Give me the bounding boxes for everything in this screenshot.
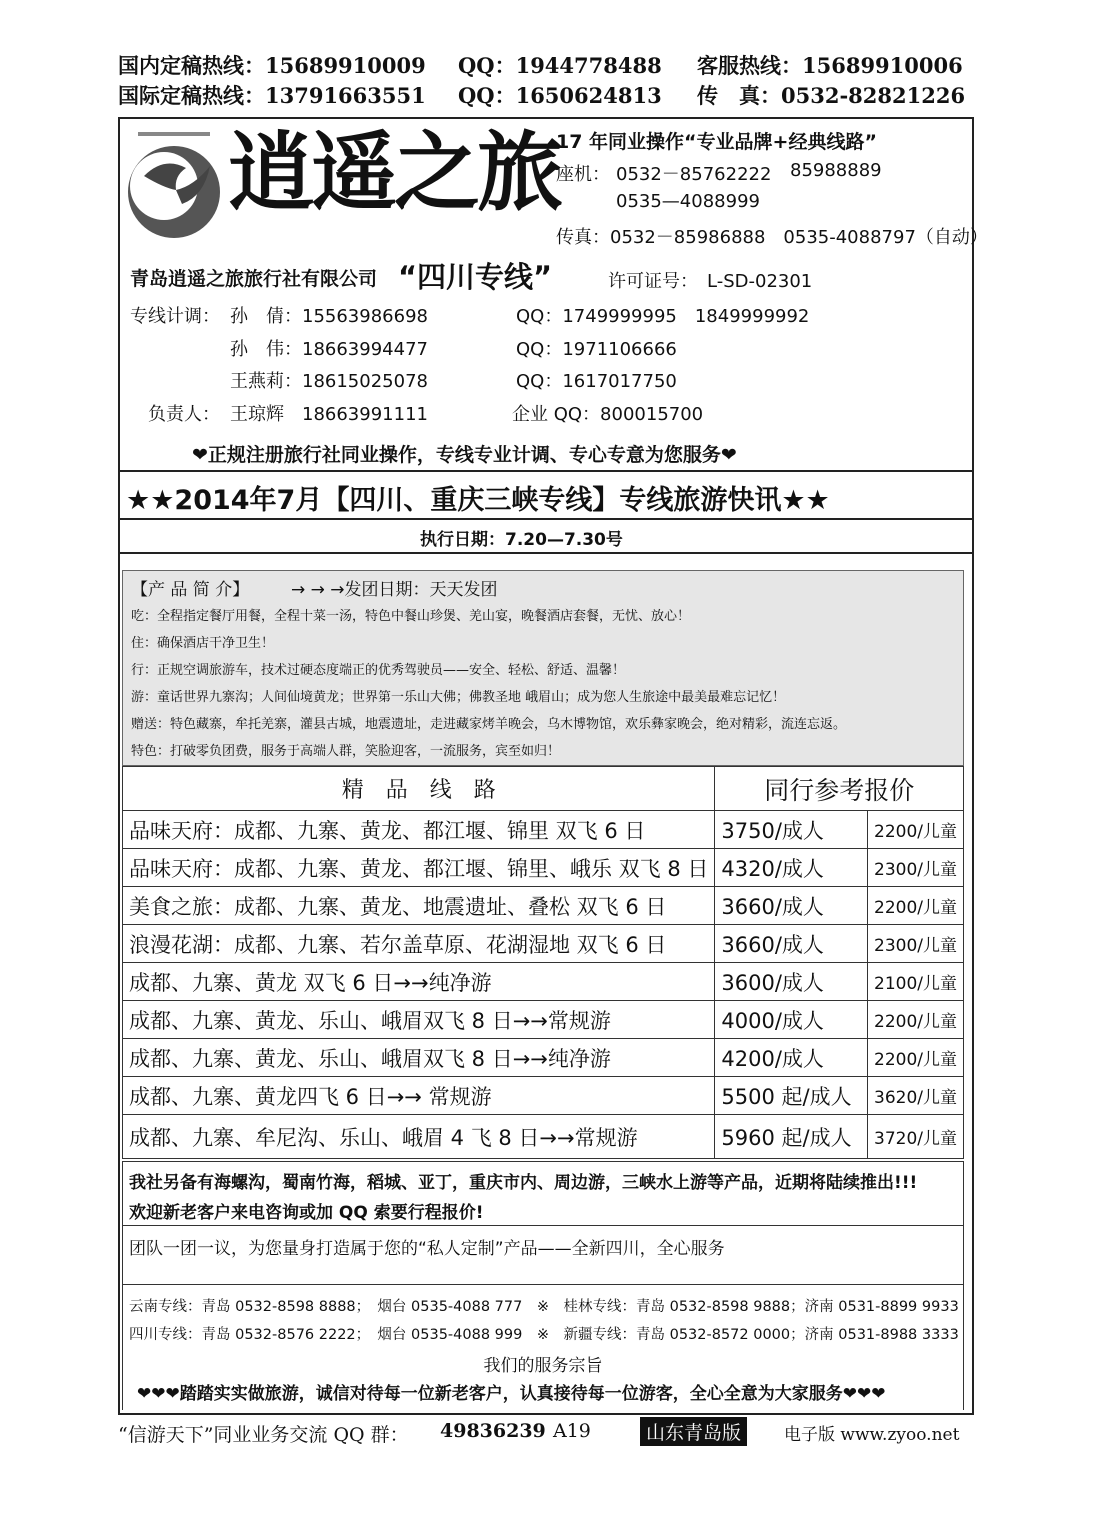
child-price: 3620/儿童 — [868, 1077, 964, 1115]
adult-price: 4320/成人 — [715, 849, 868, 887]
phone-label: 座机： — [556, 164, 610, 185]
intro-line: 特色：打破零负团费，服务于高端人群，笑脸迎客，一流服务，宾至如归！ — [131, 744, 561, 759]
fax-line: 传真：0532－85986888 0535-4088797（自动） — [556, 227, 988, 248]
child-price: 2100/儿童 — [868, 963, 964, 1001]
route-name: 品味天府：成都、九寨、黄龙、都江堰、锦里、峨乐 双飞 8 日 — [123, 849, 715, 887]
intro-line: 行：正规空调旅游车，技术过硬态度端正的优秀驾驶员——安全、轻松、舒适、温馨！ — [131, 663, 626, 678]
divider — [118, 518, 974, 520]
price-header: 同行参考报价 — [715, 767, 964, 811]
table-row — [123, 811, 964, 849]
bird-logo-icon — [124, 126, 224, 246]
headline: ★★2014年7月【四川、重庆三峡专线】专线旅游快讯★★ — [126, 485, 830, 516]
page-number: A19 — [553, 1420, 591, 1442]
adult-price: 3660/成人 — [715, 887, 868, 925]
staff-2-name: 孙 伟：18663994477 — [230, 339, 428, 360]
table-row — [123, 849, 964, 887]
custom-box — [122, 1225, 964, 1285]
child-price: 2200/儿童 — [868, 887, 964, 925]
company-name: 青岛逍遥之旅旅行社有限公司 — [130, 268, 378, 290]
table-row — [123, 1039, 964, 1077]
service-statement: ❤❤❤踏踏实实做旅游，诚信对待每一位新老客户，认真接待每一位游客，全心全意为大家服务❤❤❤ — [137, 1384, 886, 1404]
special-lines-1: 云南专线：青岛 0532-8598 8888； 烟台 0535-4088 777 ※ 桂林专线：青岛 0532-8598 9888；济南 0531-8899 9933 — [129, 1299, 959, 1315]
table-row — [123, 887, 964, 925]
adult-price: 5960 起/成人 — [715, 1115, 868, 1159]
intl-hotline: 国际定稿热线：13791663551 — [118, 83, 426, 108]
table-row — [123, 1001, 964, 1039]
special-lines-2: 四川专线：青岛 0532-8576 2222； 烟台 0535-4088 999 ※ 新疆专线：青岛 0532-8572 0000；济南 0531-8988 3333 — [129, 1327, 959, 1343]
manager: 王琼辉 18663991111 — [230, 404, 428, 425]
staff-1-qq: QQ：1749999995 1849999992 — [516, 306, 810, 327]
custom-note: 团队一团一议，为您量身打造属于您的“私人定制”产品——全新四川，全心服务 — [129, 1239, 725, 1259]
service-title: 我们的服务宗旨 — [483, 1356, 603, 1376]
child-price: 2200/儿童 — [868, 1039, 964, 1077]
intro-line: 吃：全程指定餐厅用餐，全程十菜一汤，特色中餐山珍煲、羌山宴，晚餐酒店套餐，无忧、放心！ — [131, 609, 691, 624]
manager-label: 负责人： — [148, 404, 220, 425]
route-name: 成都、九寨、黄龙四飞 6 日→→ 常规游 — [123, 1077, 715, 1115]
route-name: 成都、九寨、牟尼沟、乐山、峨眉 4 飞 8 日→→常规游 — [123, 1115, 715, 1159]
qq-group-number: 49836239 — [440, 1420, 546, 1442]
license-number: 许可证号： L-SD-02301 — [608, 271, 813, 292]
fax-hotline: 传 真：0532-82821226 — [697, 83, 966, 108]
intro-line: 游：童话世界九寨沟；人间仙境黄龙；世界第一乐山大佛；佛教圣地 峨眉山；成为您人生旅途中最美最难忘记忆！ — [131, 690, 786, 705]
other-products: 我社另备有海螺沟，蜀南竹海，稻城、亚丁，重庆市内、周边游，三峡水上游等产品，近期将陆续推出!!! — [129, 1173, 918, 1193]
adult-price: 4200/成人 — [715, 1039, 868, 1077]
child-price: 2300/儿童 — [868, 849, 964, 887]
staff-3-qq: QQ：1617017750 — [516, 371, 677, 392]
qq-group-label: “信游天下”同业业务交流 QQ 群： — [118, 1424, 409, 1446]
line-name: “四川专线” — [398, 260, 553, 294]
intl-qq: QQ：1650624813 — [458, 83, 662, 108]
brand-slogan: 17 年同业操作“专业品牌+经典线路” — [556, 131, 877, 153]
intro-line: 住：确保酒店干净卫生！ — [131, 636, 275, 651]
other-products-box — [122, 1161, 964, 1226]
adult-price: 4000/成人 — [715, 1001, 868, 1039]
route-header: 精 品 线 路 — [123, 767, 715, 811]
table-row — [123, 1077, 964, 1115]
adult-price: 3750/成人 — [715, 811, 868, 849]
service-motto: ❤正规注册旅行社同业操作，专线专业计调、专心专意为您服务❤ — [192, 444, 737, 466]
welcome-note: 欢迎新老客户来电咨询或加 QQ 索要行程报价! — [129, 1203, 484, 1223]
route-name: 成都、九寨、黄龙 双飞 6 日→→纯净游 — [123, 963, 715, 1001]
staff-label: 专线计调： — [130, 306, 220, 327]
table-header — [123, 767, 964, 811]
phone-1: 0532－85762222 — [616, 164, 772, 185]
phone-3: 0535—4088999 — [616, 191, 760, 212]
table-row — [123, 1115, 964, 1159]
table-row — [123, 963, 964, 1001]
domestic-qq: QQ：1944778488 — [458, 53, 662, 78]
website: 电子版 www.zyoo.net — [784, 1425, 960, 1445]
route-name: 浪漫花湖：成都、九寨、若尔盖草原、花湖湿地 双飞 6 日 — [123, 925, 715, 963]
route-name: 成都、九寨、黄龙、乐山、峨眉双飞 8 日→→纯净游 — [123, 1039, 715, 1077]
divider — [118, 470, 974, 472]
routes-table — [122, 766, 964, 1159]
table-row — [123, 925, 964, 963]
phone-2: 85988889 — [790, 160, 882, 181]
adult-price: 3600/成人 — [715, 963, 868, 1001]
adult-price: 5500 起/成人 — [715, 1077, 868, 1115]
intro-title: 【产 品 简 介】 — [131, 580, 250, 600]
exec-date: 执行日期：7.20—7.30号 — [420, 530, 623, 550]
staff-2-qq: QQ：1971106666 — [516, 339, 677, 360]
lines-box — [122, 1284, 964, 1410]
brand-logo-text: 逍遥之旅 — [228, 123, 560, 223]
child-price: 3720/儿童 — [868, 1115, 964, 1159]
child-price: 2200/儿童 — [868, 1001, 964, 1039]
route-name: 成都、九寨、黄龙、乐山、峨眉双飞 8 日→→常规游 — [123, 1001, 715, 1039]
intro-line: 赠送：特色藏寨，牟托羌寨，灌县古城，地震遗址，走进藏家烤羊晚会，乌木博物馆，欢乐彝家晚会，绝对精彩，流连忘返。 — [131, 717, 847, 732]
staff-1-name: 孙 倩：15563986698 — [230, 306, 428, 327]
edition-badge: 山东青岛版 — [640, 1417, 747, 1446]
corp-qq: 企业 QQ：800015700 — [512, 404, 704, 425]
child-price: 2200/儿童 — [868, 811, 964, 849]
adult-price: 3660/成人 — [715, 925, 868, 963]
route-name: 品味天府：成都、九寨、黄龙、都江堰、锦里 双飞 6 日 — [123, 811, 715, 849]
staff-3-name: 王燕莉：18615025078 — [230, 371, 428, 392]
route-name: 美食之旅：成都、九寨、黄龙、地震遗址、叠松 双飞 6 日 — [123, 887, 715, 925]
divider — [118, 552, 974, 554]
intro-departure: → → →发团日期：天天发团 — [291, 580, 498, 600]
product-intro — [122, 570, 964, 766]
child-price: 2300/儿童 — [868, 925, 964, 963]
domestic-hotline: 国内定稿热线：15689910009 — [118, 53, 426, 78]
service-hotline: 客服热线：15689910006 — [697, 53, 963, 78]
